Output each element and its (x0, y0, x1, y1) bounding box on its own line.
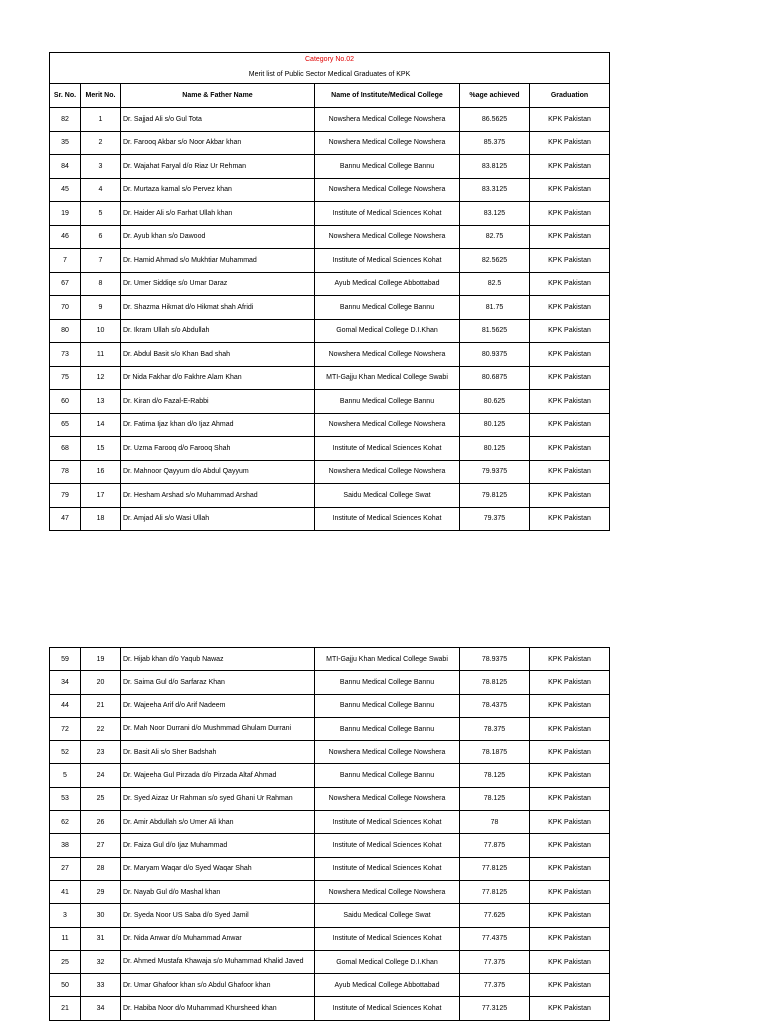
merit-no-cell: 28 (81, 857, 121, 880)
table-row (50, 648, 610, 671)
table-row (50, 366, 610, 390)
sr-no-cell: 38 (50, 834, 81, 857)
merit-no-cell: 24 (81, 764, 121, 787)
table-row (50, 880, 610, 903)
table-body-1 (50, 108, 610, 531)
graduation-cell: KPK Pakistan (530, 904, 610, 927)
table-row (50, 694, 610, 717)
institute-cell: Bannu Medical College Bannu (315, 694, 460, 717)
name-cell: Dr. Murtaza kamal s/o Pervez khan (121, 178, 315, 202)
name-cell: Dr. Nida Anwar d/o Muhammad Anwar (121, 927, 315, 950)
merit-no-cell: 8 (81, 272, 121, 296)
sr-no-cell: 62 (50, 811, 81, 834)
merit-table-page-1 (49, 52, 610, 531)
sr-no-cell: 7 (50, 249, 81, 273)
institute-cell: Institute of Medical Sciences Kohat (315, 857, 460, 880)
table-row (50, 202, 610, 226)
institute-cell: Bannu Medical College Bannu (315, 390, 460, 414)
name-cell: Dr. Hamid Ahmad s/o Mukhtiar Muhammad (121, 249, 315, 273)
percentage-cell: 80.125 (460, 413, 530, 437)
graduation-cell: KPK Pakistan (530, 437, 610, 461)
graduation-cell: KPK Pakistan (530, 413, 610, 437)
name-cell: Dr. Sajjad Ali s/o Gul Tota (121, 108, 315, 132)
percentage-cell: 78.1875 (460, 741, 530, 764)
merit-no-cell: 25 (81, 787, 121, 810)
institute-cell: Nowshera Medical College Nowshera (315, 225, 460, 249)
institute-cell: Institute of Medical Sciences Kohat (315, 507, 460, 531)
merit-no-cell: 32 (81, 950, 121, 973)
institute-cell: Institute of Medical Sciences Kohat (315, 437, 460, 461)
percentage-cell: 77.625 (460, 904, 530, 927)
table-row (50, 857, 610, 880)
name-cell: Dr. Habiba Noor d/o Muhammad Khursheed khan (121, 997, 315, 1020)
graduation-cell: KPK Pakistan (530, 155, 610, 179)
graduation-cell: KPK Pakistan (530, 974, 610, 997)
merit-no-cell: 16 (81, 460, 121, 484)
merit-no-cell: 23 (81, 741, 121, 764)
sr-no-cell: 50 (50, 974, 81, 997)
table-row (50, 319, 610, 343)
name-cell: Dr. Syed Aizaz Ur Rahman s/o syed Ghani Ur Rahman (121, 787, 315, 810)
institute-cell: Nowshera Medical College Nowshera (315, 413, 460, 437)
name-cell: Dr. Saima Gul d/o Sarfaraz Khan (121, 671, 315, 694)
table-row (50, 741, 610, 764)
institute-cell: Institute of Medical Sciences Kohat (315, 202, 460, 226)
percentage-cell: 77.375 (460, 974, 530, 997)
institute-cell: Saidu Medical College Swat (315, 484, 460, 508)
table-row (50, 974, 610, 997)
merit-no-cell: 5 (81, 202, 121, 226)
header-graduation: Graduation (530, 84, 610, 108)
merit-no-cell: 17 (81, 484, 121, 508)
merit-no-cell: 11 (81, 343, 121, 367)
percentage-cell: 83.3125 (460, 178, 530, 202)
graduation-cell: KPK Pakistan (530, 671, 610, 694)
name-cell: Dr. Hijab khan d/o Yaqub Nawaz (121, 648, 315, 671)
name-cell: Dr Nida Fakhar d/o Fakhre Alam Khan (121, 366, 315, 390)
merit-no-cell: 22 (81, 717, 121, 740)
table-body-2 (50, 648, 610, 1021)
heading-row (50, 67, 610, 84)
institute-cell: Nowshera Medical College Nowshera (315, 131, 460, 155)
sr-no-cell: 84 (50, 155, 81, 179)
table-row (50, 764, 610, 787)
name-cell: Dr. Wajeeha Gul Pirzada d/o Pirzada Altaf Ahmad (121, 764, 315, 787)
sr-no-cell: 59 (50, 648, 81, 671)
table-row (50, 997, 610, 1020)
header-institute: Name of Institute/Medical College (315, 84, 460, 108)
name-cell: Dr. Mah Noor Durrani d/o Mushmmad Ghulam Durrani (121, 717, 315, 740)
name-cell: Dr. Haider Ali s/o Farhat Ullah khan (121, 202, 315, 226)
sr-no-cell: 68 (50, 437, 81, 461)
sr-no-cell: 19 (50, 202, 81, 226)
graduation-cell: KPK Pakistan (530, 225, 610, 249)
sr-no-cell: 72 (50, 717, 81, 740)
name-cell: Dr. Shazma Hikmat d/o Hikmat shah Afridi (121, 296, 315, 320)
sr-no-cell: 5 (50, 764, 81, 787)
percentage-cell: 78.4375 (460, 694, 530, 717)
graduation-cell: KPK Pakistan (530, 108, 610, 132)
name-cell: Dr. Nayab Gul d/o Mashal khan (121, 880, 315, 903)
name-cell: Dr. Amir Abdullah s/o Umer Ali khan (121, 811, 315, 834)
table-row (50, 272, 610, 296)
percentage-cell: 78.8125 (460, 671, 530, 694)
merit-no-cell: 10 (81, 319, 121, 343)
graduation-cell: KPK Pakistan (530, 460, 610, 484)
sr-no-cell: 21 (50, 997, 81, 1020)
institute-cell: Institute of Medical Sciences Kohat (315, 811, 460, 834)
name-cell: Dr. Kiran d/o Fazal-E-Rabbi (121, 390, 315, 414)
percentage-cell: 77.8125 (460, 857, 530, 880)
table-row (50, 225, 610, 249)
percentage-cell: 83.8125 (460, 155, 530, 179)
percentage-cell: 80.625 (460, 390, 530, 414)
table-row (50, 413, 610, 437)
table-row (50, 904, 610, 927)
graduation-cell: KPK Pakistan (530, 366, 610, 390)
graduation-cell: KPK Pakistan (530, 131, 610, 155)
institute-cell: Gomal Medical College D.I.Khan (315, 950, 460, 973)
institute-cell: MTI-Gajju Khan Medical College Swabi (315, 648, 460, 671)
institute-cell: Nowshera Medical College Nowshera (315, 880, 460, 903)
graduation-cell: KPK Pakistan (530, 484, 610, 508)
table-row (50, 460, 610, 484)
merit-no-cell: 27 (81, 834, 121, 857)
sr-no-cell: 80 (50, 319, 81, 343)
institute-cell: Institute of Medical Sciences Kohat (315, 834, 460, 857)
percentage-cell: 79.8125 (460, 484, 530, 508)
sr-no-cell: 46 (50, 225, 81, 249)
percentage-cell: 78.125 (460, 787, 530, 810)
sr-no-cell: 35 (50, 131, 81, 155)
institute-cell: Saidu Medical College Swat (315, 904, 460, 927)
percentage-cell: 82.75 (460, 225, 530, 249)
table-row (50, 437, 610, 461)
graduation-cell: KPK Pakistan (530, 764, 610, 787)
graduation-cell: KPK Pakistan (530, 880, 610, 903)
graduation-cell: KPK Pakistan (530, 741, 610, 764)
table-row (50, 507, 610, 531)
percentage-cell: 86.5625 (460, 108, 530, 132)
percentage-cell: 78.125 (460, 764, 530, 787)
percentage-cell: 78 (460, 811, 530, 834)
merit-no-cell: 15 (81, 437, 121, 461)
percentage-cell: 77.875 (460, 834, 530, 857)
table-row (50, 811, 610, 834)
merit-no-cell: 9 (81, 296, 121, 320)
percentage-cell: 82.5 (460, 272, 530, 296)
percentage-cell: 79.375 (460, 507, 530, 531)
name-cell: Dr. Syeda Noor US Saba d/o Syed Jamil (121, 904, 315, 927)
name-cell: Dr. Wajahat Faryal d/o Riaz Ur Rehman (121, 155, 315, 179)
sr-no-cell: 44 (50, 694, 81, 717)
graduation-cell: KPK Pakistan (530, 857, 610, 880)
table-row (50, 131, 610, 155)
merit-no-cell: 13 (81, 390, 121, 414)
header-percentage: %age achieved (460, 84, 530, 108)
table-header-row (50, 84, 610, 108)
sr-no-cell: 52 (50, 741, 81, 764)
name-cell: Dr. Basit Ali s/o Sher Badshah (121, 741, 315, 764)
institute-cell: Bannu Medical College Bannu (315, 717, 460, 740)
institute-cell: Nowshera Medical College Nowshera (315, 343, 460, 367)
sr-no-cell: 3 (50, 904, 81, 927)
table-row (50, 249, 610, 273)
merit-list-title: Merit list of Public Sector Medical Graduates of KPK (50, 67, 610, 84)
merit-no-cell: 4 (81, 178, 121, 202)
graduation-cell: KPK Pakistan (530, 811, 610, 834)
institute-cell: Bannu Medical College Bannu (315, 671, 460, 694)
percentage-cell: 79.9375 (460, 460, 530, 484)
institute-cell: Ayub Medical College Abbottabad (315, 272, 460, 296)
table-row (50, 950, 610, 973)
institute-cell: Nowshera Medical College Nowshera (315, 787, 460, 810)
graduation-cell: KPK Pakistan (530, 997, 610, 1020)
institute-cell: Nowshera Medical College Nowshera (315, 460, 460, 484)
graduation-cell: KPK Pakistan (530, 507, 610, 531)
institute-cell: Institute of Medical Sciences Kohat (315, 927, 460, 950)
name-cell: Dr. Umer Siddiqe s/o Umar Daraz (121, 272, 315, 296)
merit-no-cell: 1 (81, 108, 121, 132)
percentage-cell: 81.75 (460, 296, 530, 320)
percentage-cell: 82.5625 (460, 249, 530, 273)
percentage-cell: 77.3125 (460, 997, 530, 1020)
sr-no-cell: 79 (50, 484, 81, 508)
merit-no-cell: 19 (81, 648, 121, 671)
merit-no-cell: 21 (81, 694, 121, 717)
sr-no-cell: 67 (50, 272, 81, 296)
merit-no-cell: 12 (81, 366, 121, 390)
table-row (50, 343, 610, 367)
merit-no-cell: 6 (81, 225, 121, 249)
percentage-cell: 80.125 (460, 437, 530, 461)
percentage-cell: 77.8125 (460, 880, 530, 903)
table-row (50, 390, 610, 414)
graduation-cell: KPK Pakistan (530, 834, 610, 857)
sr-no-cell: 75 (50, 366, 81, 390)
graduation-cell: KPK Pakistan (530, 694, 610, 717)
graduation-cell: KPK Pakistan (530, 178, 610, 202)
institute-cell: MTI-Gajju Khan Medical College Swabi (315, 366, 460, 390)
name-cell: Dr. Fatima Ijaz khan d/o Ijaz Ahmad (121, 413, 315, 437)
table-row (50, 155, 610, 179)
percentage-cell: 78.375 (460, 717, 530, 740)
percentage-cell: 77.4375 (460, 927, 530, 950)
merit-no-cell: 26 (81, 811, 121, 834)
merit-no-cell: 2 (81, 131, 121, 155)
institute-cell: Institute of Medical Sciences Kohat (315, 997, 460, 1020)
merit-no-cell: 31 (81, 927, 121, 950)
sr-no-cell: 11 (50, 927, 81, 950)
table-row (50, 671, 610, 694)
sr-no-cell: 60 (50, 390, 81, 414)
institute-cell: Bannu Medical College Bannu (315, 764, 460, 787)
sr-no-cell: 82 (50, 108, 81, 132)
sr-no-cell: 53 (50, 787, 81, 810)
header-name: Name & Father Name (121, 84, 315, 108)
institute-cell: Institute of Medical Sciences Kohat (315, 249, 460, 273)
graduation-cell: KPK Pakistan (530, 787, 610, 810)
sr-no-cell: 41 (50, 880, 81, 903)
percentage-cell: 85.375 (460, 131, 530, 155)
graduation-cell: KPK Pakistan (530, 343, 610, 367)
merit-no-cell: 34 (81, 997, 121, 1020)
institute-cell: Nowshera Medical College Nowshera (315, 741, 460, 764)
institute-cell: Ayub Medical College Abbottabad (315, 974, 460, 997)
graduation-cell: KPK Pakistan (530, 648, 610, 671)
percentage-cell: 83.125 (460, 202, 530, 226)
table-row (50, 108, 610, 132)
table-row (50, 834, 610, 857)
graduation-cell: KPK Pakistan (530, 319, 610, 343)
graduation-cell: KPK Pakistan (530, 202, 610, 226)
institute-cell: Gomal Medical College D.I.Khan (315, 319, 460, 343)
merit-no-cell: 18 (81, 507, 121, 531)
percentage-cell: 80.6875 (460, 366, 530, 390)
percentage-cell: 78.9375 (460, 648, 530, 671)
name-cell: Dr. Ahmed Mustafa Khawaja s/o Muhammad Khalid Javed (121, 950, 315, 973)
name-cell: Dr. Amjad Ali s/o Wasi Ullah (121, 507, 315, 531)
category-row (50, 53, 610, 68)
name-cell: Dr. Mahnoor Qayyum d/o Abdul Qayyum (121, 460, 315, 484)
name-cell: Dr. Ayub khan s/o Dawood (121, 225, 315, 249)
merit-no-cell: 3 (81, 155, 121, 179)
table-row (50, 296, 610, 320)
header-merit-no: Merit No. (81, 84, 121, 108)
name-cell: Dr. Wajeeha Arif d/o Arif Nadeem (121, 694, 315, 717)
merit-no-cell: 7 (81, 249, 121, 273)
merit-no-cell: 20 (81, 671, 121, 694)
sr-no-cell: 34 (50, 671, 81, 694)
name-cell: Dr. Umar Ghafoor khan s/o Abdul Ghafoor khan (121, 974, 315, 997)
name-cell: Dr. Ikram Ullah s/o Abdullah (121, 319, 315, 343)
percentage-cell: 77.375 (460, 950, 530, 973)
graduation-cell: KPK Pakistan (530, 390, 610, 414)
graduation-cell: KPK Pakistan (530, 272, 610, 296)
name-cell: Dr. Hesham Arshad s/o Muhammad Arshad (121, 484, 315, 508)
sr-no-cell: 47 (50, 507, 81, 531)
merit-no-cell: 33 (81, 974, 121, 997)
institute-cell: Bannu Medical College Bannu (315, 296, 460, 320)
institute-cell: Nowshera Medical College Nowshera (315, 108, 460, 132)
institute-cell: Nowshera Medical College Nowshera (315, 178, 460, 202)
header-sr-no: Sr. No. (50, 84, 81, 108)
sr-no-cell: 27 (50, 857, 81, 880)
name-cell: Dr. Uzma Farooq d/o Farooq Shah (121, 437, 315, 461)
table-row (50, 927, 610, 950)
category-title: Category No.02 (50, 53, 610, 68)
sr-no-cell: 65 (50, 413, 81, 437)
merit-no-cell: 30 (81, 904, 121, 927)
percentage-cell: 81.5625 (460, 319, 530, 343)
graduation-cell: KPK Pakistan (530, 296, 610, 320)
institute-cell: Bannu Medical College Bannu (315, 155, 460, 179)
sr-no-cell: 25 (50, 950, 81, 973)
name-cell: Dr. Abdul Basit s/o Khan Bad shah (121, 343, 315, 367)
merit-no-cell: 14 (81, 413, 121, 437)
graduation-cell: KPK Pakistan (530, 717, 610, 740)
merit-no-cell: 29 (81, 880, 121, 903)
percentage-cell: 80.9375 (460, 343, 530, 367)
table-row (50, 717, 610, 740)
graduation-cell: KPK Pakistan (530, 927, 610, 950)
sr-no-cell: 73 (50, 343, 81, 367)
sr-no-cell: 78 (50, 460, 81, 484)
name-cell: Dr. Faiza Gul d/o Ijaz Muhammad (121, 834, 315, 857)
table-row (50, 787, 610, 810)
sr-no-cell: 70 (50, 296, 81, 320)
name-cell: Dr. Farooq Akbar s/o Noor Akbar khan (121, 131, 315, 155)
name-cell: Dr. Maryam Waqar d/o Syed Waqar Shah (121, 857, 315, 880)
merit-table-page-2 (49, 647, 610, 1021)
graduation-cell: KPK Pakistan (530, 249, 610, 273)
table-row (50, 484, 610, 508)
sr-no-cell: 45 (50, 178, 81, 202)
table-row (50, 178, 610, 202)
graduation-cell: KPK Pakistan (530, 950, 610, 973)
